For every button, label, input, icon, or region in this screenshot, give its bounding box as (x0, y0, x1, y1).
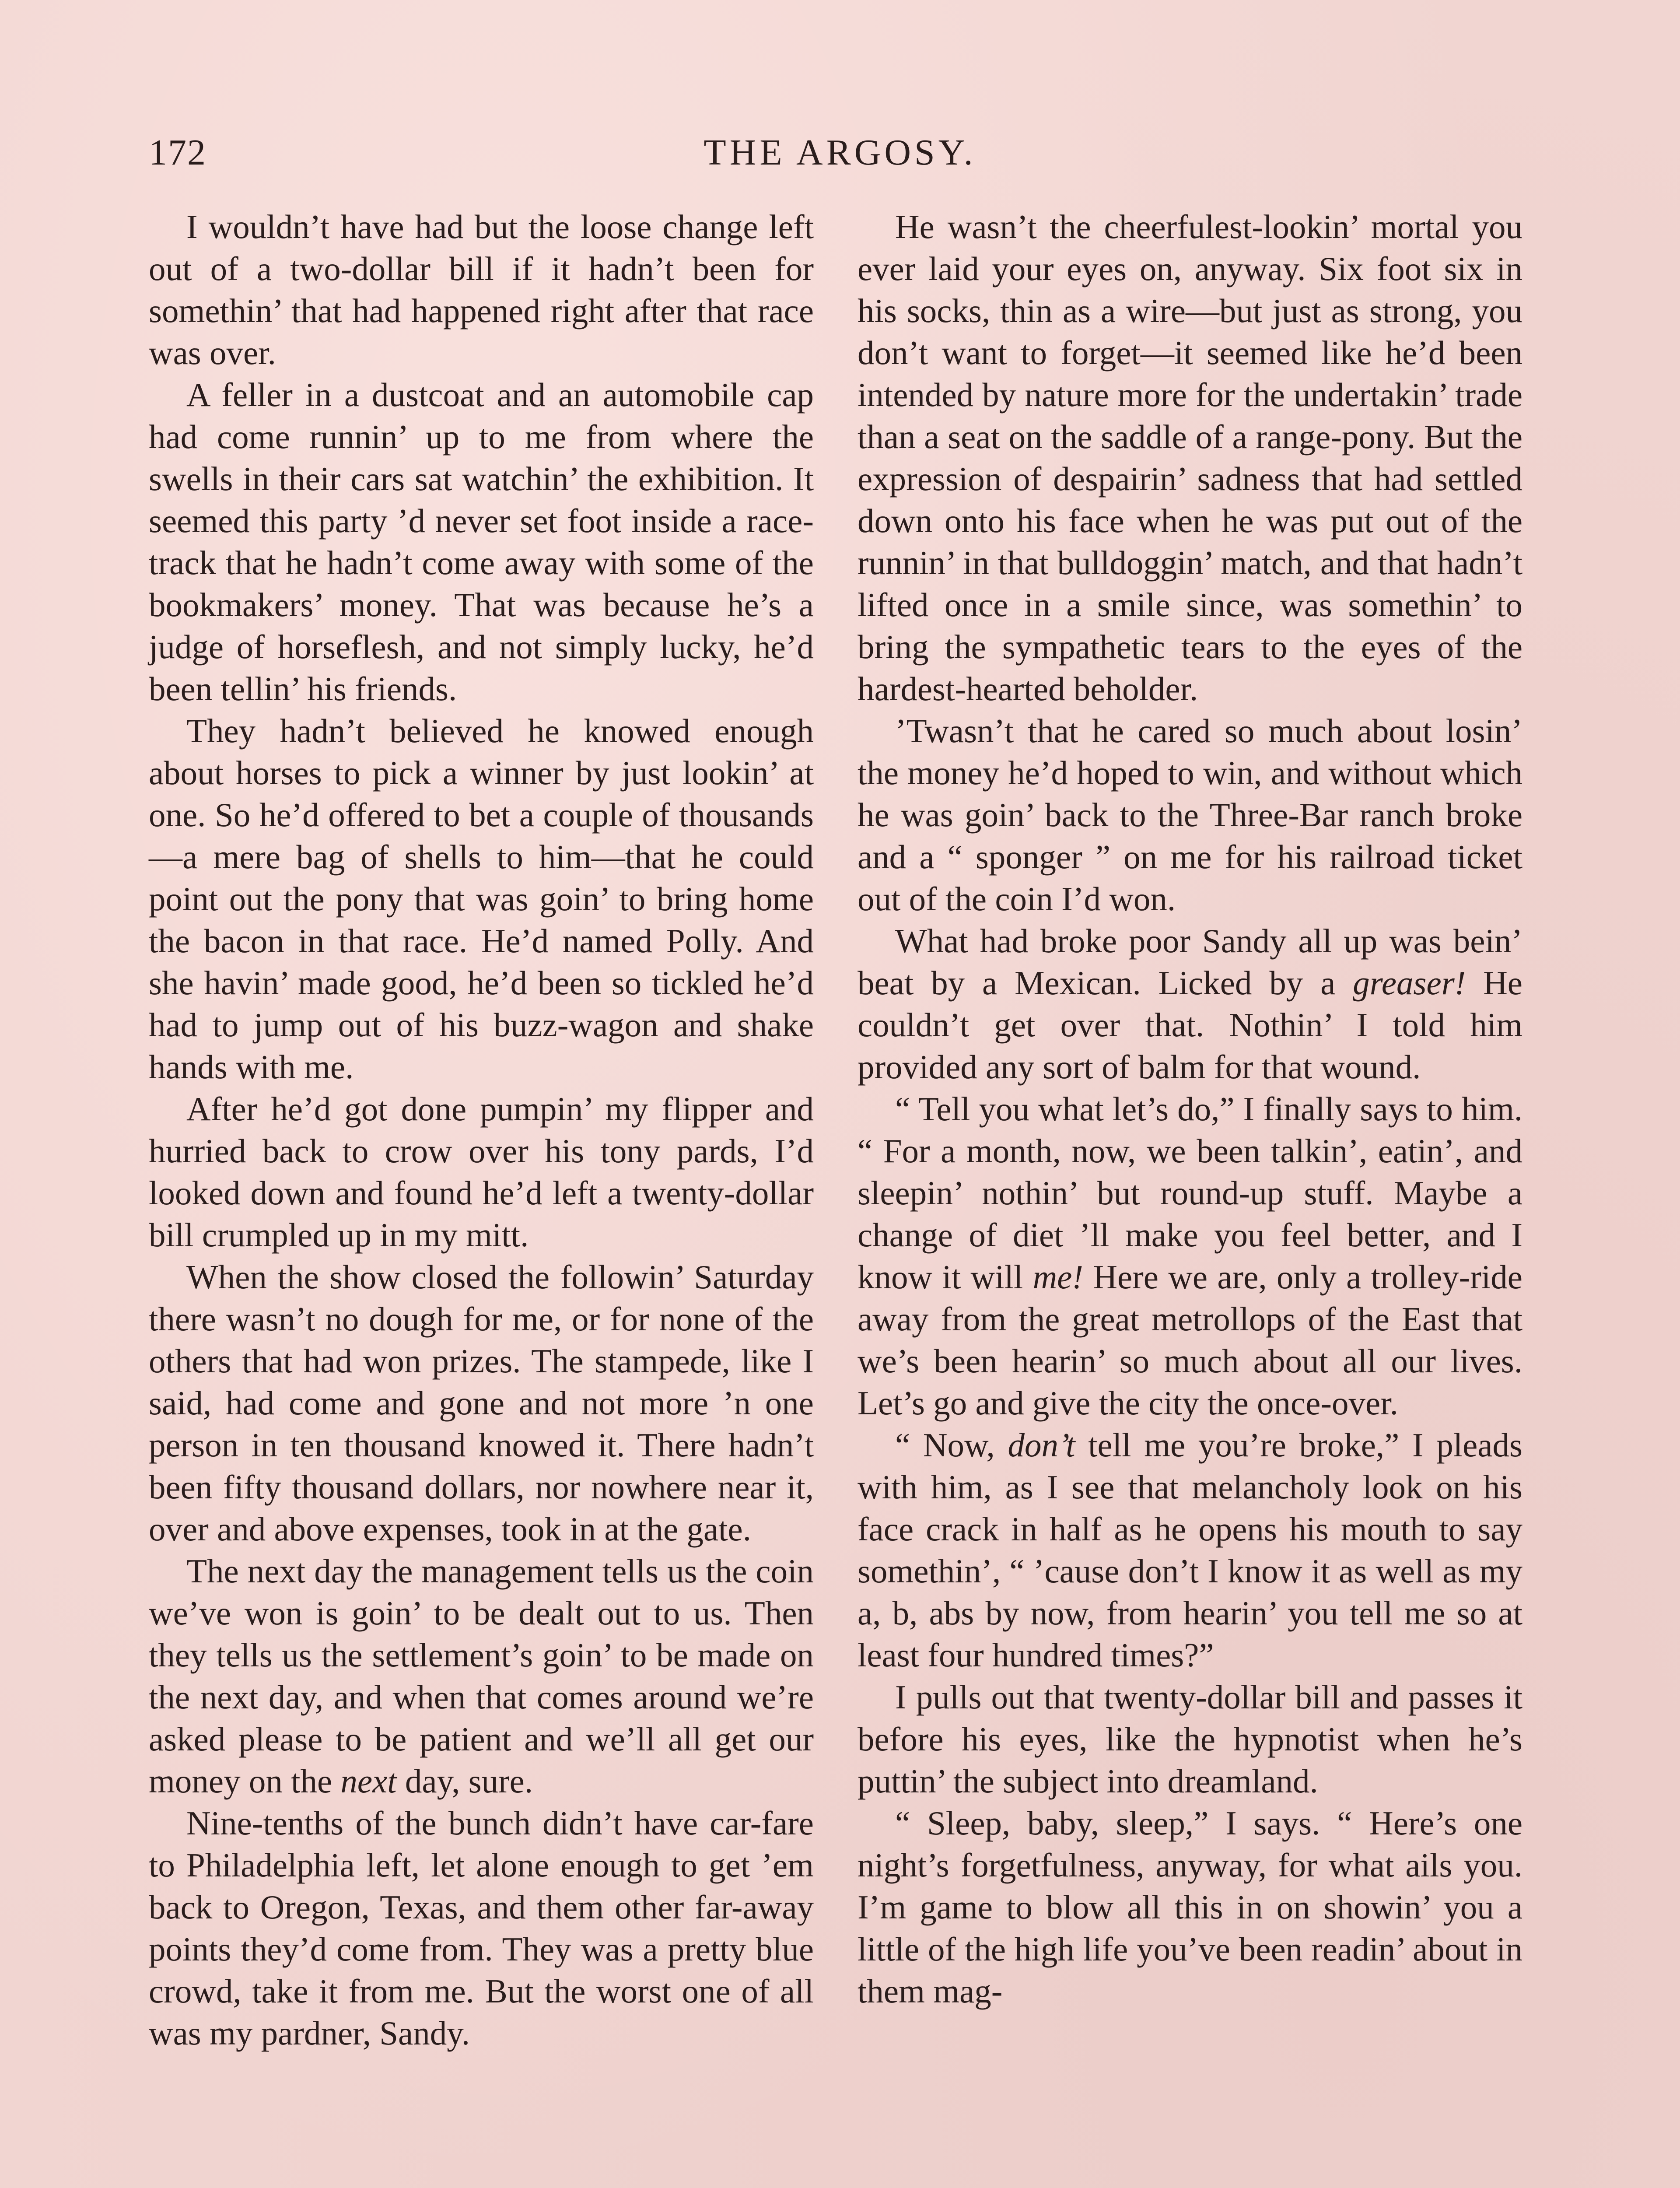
paragraph: After he’d got done pumpin’ my flipper and hurried back to crow over his tony pards, I’d looked down and found he’d left a twenty-dollar bill crumpled up in my mitt. (149, 1090, 814, 1254)
paragraph: When the show closed the followin’ Saturday there wasn’t no dough for me, or for none of the others that had won prizes. The stampede, like I said, had come and gone and not more ’n one person in ten thousand knowed it. There hadn’t been fifty thousand dollars, nor nowhere near it, over and above expenses, took in at the gate. (149, 1258, 814, 1548)
page-number: 172 (149, 132, 206, 173)
paragraph: I pulls out that twenty-dollar bill and passes it before his eyes, like the hypnotist when he’s puttin’ the subject into dreamland. (858, 1678, 1522, 1800)
emphasis: next (340, 1762, 397, 1800)
emphasis: me! (1032, 1258, 1084, 1296)
paragraph: Nine-tenths of the bunch didn’t have car-fare to Philadelphia left, let alone enough to get ’em back to Oregon, Texas, and them other far-away points they’d come from. They was a pretty blue crowd, take it from me. But the worst one of all was my pardner, Sandy. (149, 1804, 814, 2052)
paragraph: I wouldn’t have had but the loose change left out of a two-dollar bill if it hadn’t been for somethin’ that had happened right after that race was over. (149, 208, 814, 372)
paragraph: “ Sleep, baby, sleep,” I says. “ Here’s one night’s forgetfulness, anyway, for what ails you. I’m game to blow all this in on showin’ you a little of the high life you’ve been readin’ about in them mag- (858, 1804, 1522, 2010)
page-header (149, 131, 1531, 179)
running-head: THE ARGOSY. (704, 132, 976, 173)
paragraph: The next day the management tells us the coin we’ve won is goin’ to be dealt out to us. Then they tells us the settlement’s goin’ to be made on the next day, and when that comes around we’re asked please to be patient and we’ll all get our money on the next day, sure. (149, 1552, 814, 1800)
paragraph: “ Now, don’t tell me you’re broke,” I pleads with him, as I see that melancholy look on his face crack in half as he opens his mouth to say somethin’, “ ’cause don’t I know it as well as my a, b, abs by now, from hearin’ you tell me so at least four hundred times?” (858, 1426, 1522, 1674)
emphasis: don’t (1008, 1426, 1075, 1464)
emphasis: greaser! (1353, 964, 1466, 1002)
paragraph: ’Twasn’t that he cared so much about losin’ the money he’d hoped to win, and without which he was goin’ back to the Three-Bar ranch broke and a “ sponger ” on me for his railroad ticket out of the coin I’d won. (858, 712, 1522, 918)
paragraph: A feller in a dustcoat and an automobile cap had come runnin’ up to me from where the swells in their cars sat watchin’ the exhibition. It seemed this party ’d never set foot inside a race-track that he hadn’t come away with some of the bookmakers’ money. That was because he’s a judge of horseflesh, and not simply lucky, he’d been tellin’ his friends. (149, 376, 814, 708)
right-column (858, 206, 1522, 2012)
paragraph: What had broke poor Sandy all up was bein’ beat by a Mexican. Licked by a greaser! He couldn’t get over that. Nothin’ I told him provided any sort of balm for that wound. (858, 922, 1522, 1086)
paragraph: “ Tell you what let’s do,” I finally says to him. “ For a month, now, we been talkin’, eatin’, and sleepin’ nothin’ but round-up stuff. Maybe a change of diet ’ll make you feel better, and I know it will me! Here we are, only a trolley-ride away from the great metrollops of the East that we’s been hearin’ so much about all our lives. Let’s go and give the city the once-over. (858, 1090, 1522, 1422)
paragraph: They hadn’t believed he knowed enough about horses to pick a winner by just lookin’ at one. So he’d offered to bet a couple of thousands—a mere bag of shells to him—that he could point out the pony that was goin’ to bring home the bacon in that race. He’d named Polly. And she havin’ made good, he’d been so tickled he’d had to jump out of his buzz-wagon and shake hands with me. (149, 712, 814, 1086)
left-column (149, 206, 814, 2054)
paragraph: He wasn’t the cheerfulest-lookin’ mortal you ever laid your eyes on, anyway. Six foot six in his socks, thin as a wire—but just as strong, you don’t want to forget—it seemed like he’d been intended by nature more for the undertakin’ trade than a seat on the saddle of a range-pony. But the expression of despairin’ sadness that had settled down onto his face when he was put out of the runnin’ in that bulldoggin’ match, and that hadn’t lifted once in a smile since, was somethin’ to bring the sympathetic tears to the eyes of the hardest-hearted beholder. (858, 208, 1522, 708)
